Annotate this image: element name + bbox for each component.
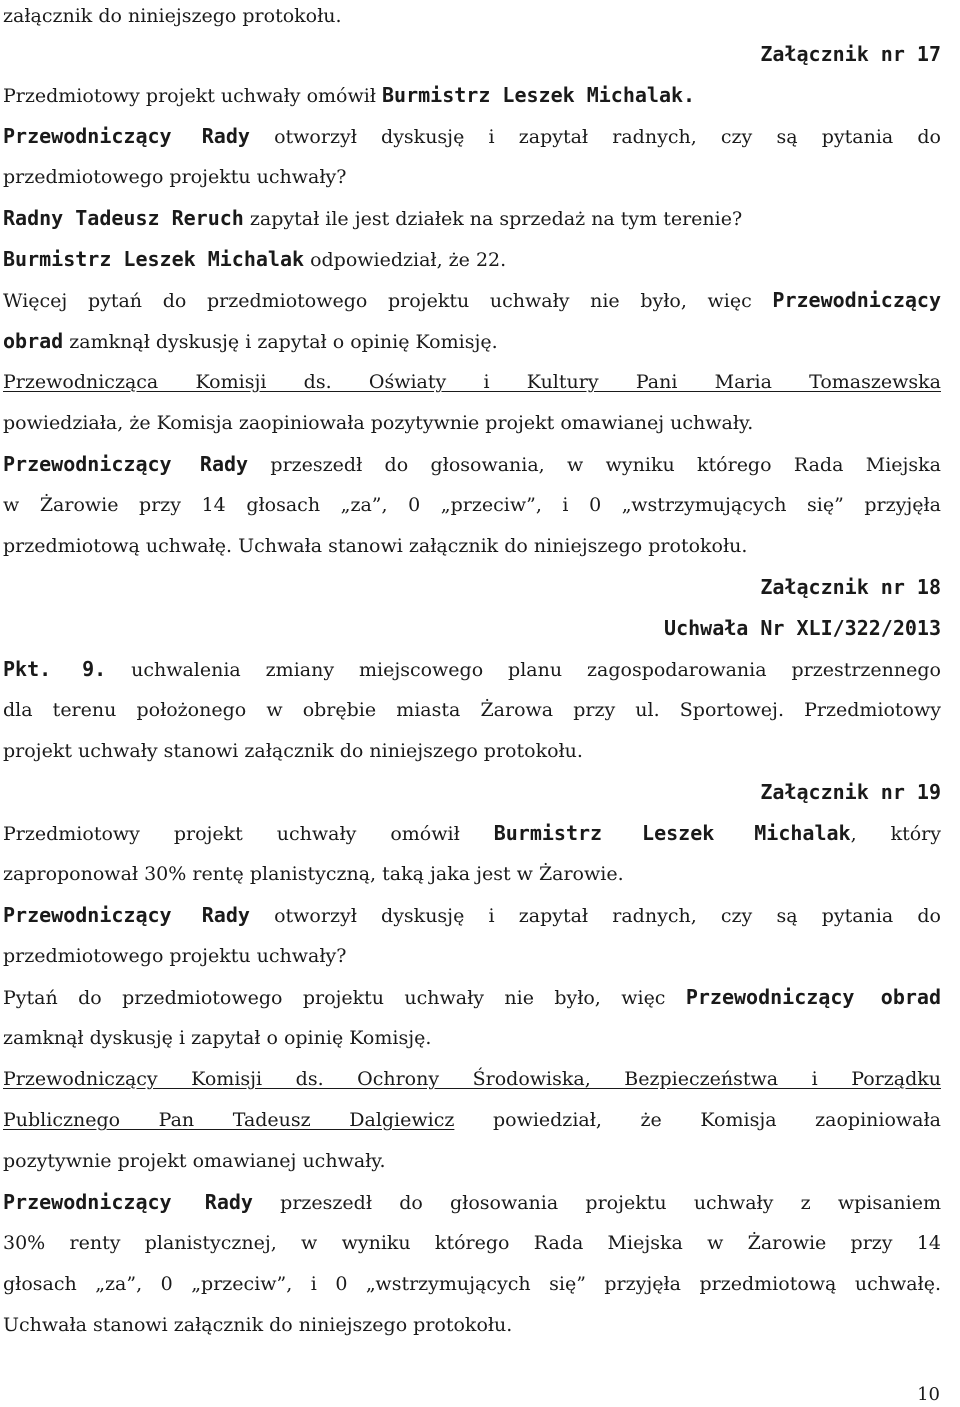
text-line: 30% renty planistycznej, w wyniku którego Rada Miejska w Żarowie przy 14 (3, 1232, 941, 1254)
attachment-heading: Załącznik nr 19 (760, 780, 941, 804)
text-line: przedmiotową uchwałę. Uchwała stanowi załącznik do niniejszego protokołu. (3, 535, 748, 557)
text-line: przedmiotowego projektu uchwały? (3, 945, 347, 967)
text-line: Radny Tadeusz Reruch zapytał ile jest działek na sprzedaż na tym terenie? (3, 206, 743, 230)
text-line: Przewodniczący Rady przeszedł do głosowania, w wyniku którego Rada Miejska (3, 452, 942, 476)
text-line: Więcej pytań do przedmiotowego projektu uchwały nie było, więc Przewodniczący (3, 288, 941, 312)
text-line: Przewodniczący Rady przeszedł do głosowania projektu uchwały z wpisaniem (3, 1190, 942, 1214)
text-line: głosach „za”, 0 „przeciw”, i 0 „wstrzymujących się” przyjęła przedmiotową uchwałę. (3, 1273, 941, 1295)
text-line: Przedmiotowy projekt uchwały omówił Burmistrz Leszek Michalak. (3, 83, 696, 107)
text-line: Przedmiotowy projekt uchwały omówił Burmistrz Leszek Michalak, który (3, 821, 942, 845)
page-number: 10 (917, 1384, 940, 1405)
text-line: Pytań do przedmiotowego projektu uchwały nie było, więc Przewodniczący obrad (3, 985, 942, 1009)
text-line: zamknął dyskusję i zapytał o opinię Komisję. (3, 1027, 432, 1049)
text-line: Przewodniczący Rady otworzył dyskusję i zapytał radnych, czy są pytania do (3, 903, 941, 927)
attachment-heading: Załącznik nr 18 (760, 575, 941, 599)
text-line: załącznik do niniejszego protokołu. (3, 5, 342, 27)
text-line: dla terenu położonego w obrębie miasta Żarowa przy ul. Sportowej. Przedmiotowy (3, 699, 941, 721)
resolution-heading: Uchwała Nr XLI/322/2013 (664, 616, 941, 640)
text-line: przedmiotowego projektu uchwały? (3, 166, 347, 188)
text-line: obrad zamknął dyskusję i zapytał o opinię Komisję. (3, 329, 498, 353)
text-line: pozytywnie projekt omawianej uchwały. (3, 1150, 386, 1172)
attachment-heading: Załącznik nr 17 (760, 42, 941, 66)
text-line: powiedziała, że Komisja zaopiniowała pozytywnie projekt omawianej uchwały. (3, 412, 754, 434)
text-line: Burmistrz Leszek Michalak odpowiedział, że 22. (3, 247, 507, 271)
text-line: Pkt. 9. uchwalenia zmiany miejscowego planu zagospodarowania przestrzennego (3, 657, 942, 681)
underlined-line: Przewodniczący Komisji ds. Ochrony Środowiska, Bezpieczeństwa i Porządku (3, 1068, 941, 1090)
text-line: Uchwała stanowi załącznik do niniejszego protokołu. (3, 1314, 513, 1336)
underlined-line: Przewodnicząca Komisji ds. Oświaty i Kultury Pani Maria Tomaszewska (3, 371, 941, 393)
text-line: zaproponował 30% rentę planistyczną, taką jaka jest w Żarowie. (3, 863, 624, 885)
text-line: projekt uchwały stanowi załącznik do niniejszego protokołu. (3, 740, 583, 762)
text-line: w Żarowie przy 14 głosach „za”, 0 „przeciw”, i 0 „wstrzymujących się” przyjęła (3, 494, 941, 516)
text-line: Publicznego Pan Tadeusz Dalgiewicz powiedział, że Komisja zaopiniowała (3, 1109, 941, 1131)
text-line: Przewodniczący Rady otworzył dyskusję i zapytał radnych, czy są pytania do (3, 124, 941, 148)
